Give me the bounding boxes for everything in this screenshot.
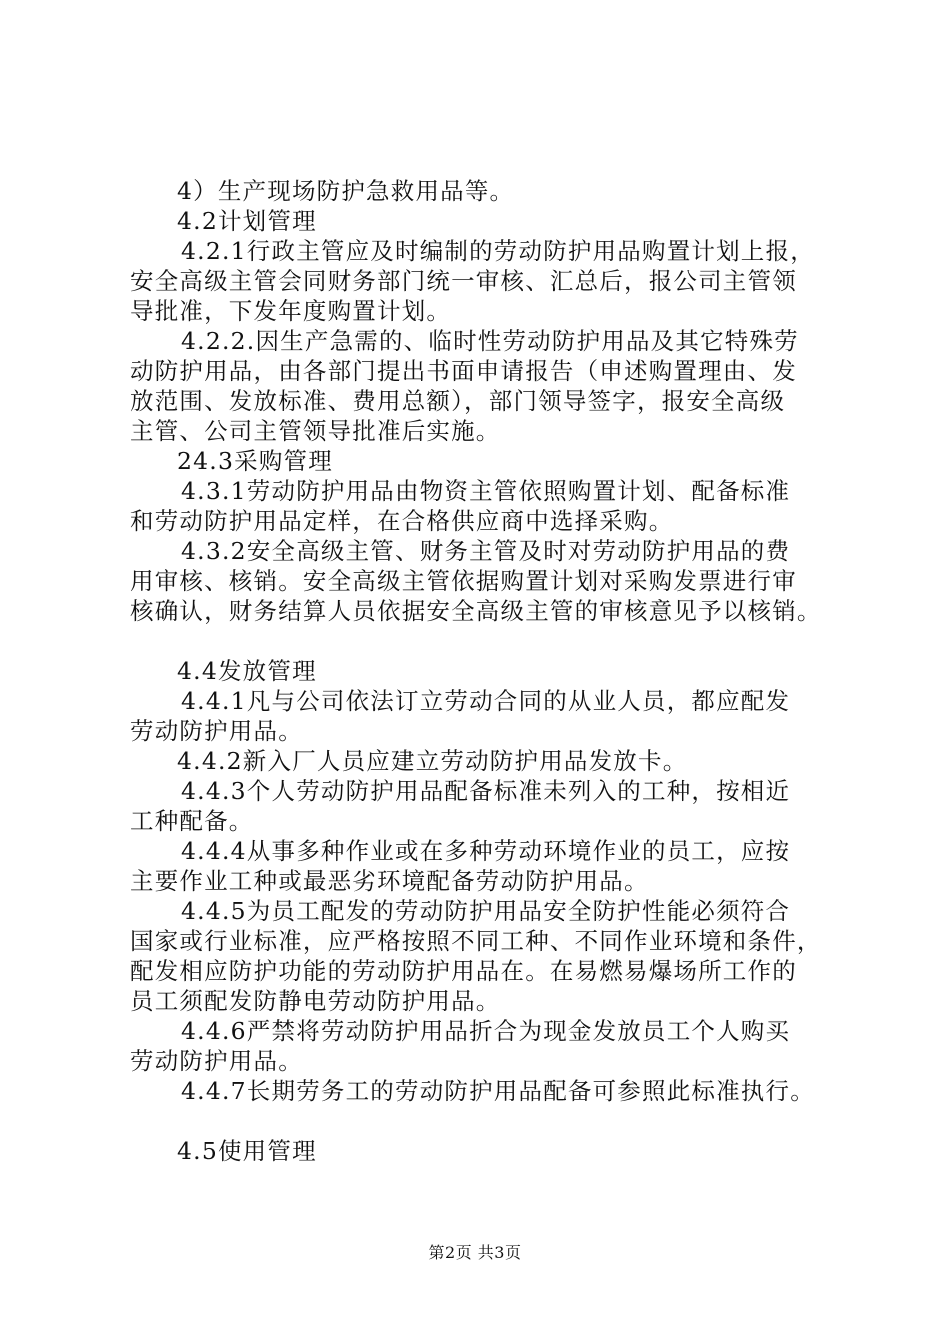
text-line: 4.4.4从事多种作业或在多种劳动环境作业的员工，应按 — [181, 837, 791, 865]
text-line: 放范围、发放标准、费用总额），部门领导签字，报安全高级 — [130, 387, 786, 415]
text-line: 4.3.2安全高级主管、财务主管及时对劳动防护用品的费 — [181, 537, 791, 565]
text-line: 员工须配发防静电劳动防护用品。 — [130, 987, 501, 1015]
text-line: 4.4.6严禁将劳动防护用品折合为现金发放员工个人购买 — [181, 1017, 791, 1045]
page-number-footer: 第2页 共3页 — [428, 1243, 522, 1262]
text-line: 4.4.2新入厂人员应建立劳动防护用品发放卡。 — [177, 747, 688, 775]
text-line: 主要作业工种或最恶劣环境配备劳动防护用品。 — [130, 867, 649, 895]
text-line: 核确认，财务结算人员依据安全高级主管的审核意见予以核销。 — [130, 597, 822, 625]
text-line: 4.3.1劳动防护用品由物资主管依照购置计划、配备标准 — [181, 477, 791, 505]
text-line: 4.4.7长期劳务工的劳动防护用品配备可参照此标准执行。 — [181, 1077, 815, 1105]
text-line: 动防护用品，由各部门提出书面申请报告（申述购置理由、发 — [130, 357, 797, 385]
text-line: 导批准，下发年度购置计划。 — [130, 297, 452, 325]
text-line: 劳动防护用品。 — [130, 717, 303, 745]
text-line: 4.2.2.因生产急需的、临时性劳动防护用品及其它特殊劳 — [181, 327, 799, 355]
text-line: 国家或行业标准，应严格按照不同工种、不同作业环境和条件， — [130, 927, 822, 955]
text-line: 工种配备。 — [130, 807, 254, 835]
text-line: 主管、公司主管领导批准后实施。 — [130, 417, 501, 445]
text-line: 4）生产现场防护急救用品等。 — [177, 177, 515, 205]
section-heading: 4.5使用管理 — [177, 1137, 317, 1165]
section-heading: 4.4发放管理 — [177, 657, 317, 685]
section-heading: 24.3采购管理 — [177, 447, 333, 475]
text-line: 用审核、核销。安全高级主管依据购置计划对采购发票进行审 — [130, 567, 797, 595]
text-line: 4.4.1凡与公司依法订立劳动合同的从业人员，都应配发 — [181, 687, 791, 715]
section-heading: 4.2计划管理 — [177, 207, 317, 235]
text-line: 和劳动防护用品定样，在合格供应商中选择采购。 — [130, 507, 674, 535]
text-line: 4.4.5为员工配发的劳动防护用品安全防护性能必须符合 — [181, 897, 791, 925]
text-line: 劳动防护用品。 — [130, 1047, 303, 1075]
text-line: 4.2.1行政主管应及时编制的劳动防护用品购置计划上报， — [181, 237, 815, 265]
text-line: 配发相应防护功能的劳动防护用品在。在易燃易爆场所工作的 — [130, 957, 797, 985]
text-line: 安全高级主管会同财务部门统一审核、汇总后，报公司主管领 — [130, 267, 797, 295]
text-line: 4.4.3个人劳动防护用品配备标准未列入的工种，按相近 — [181, 777, 791, 805]
